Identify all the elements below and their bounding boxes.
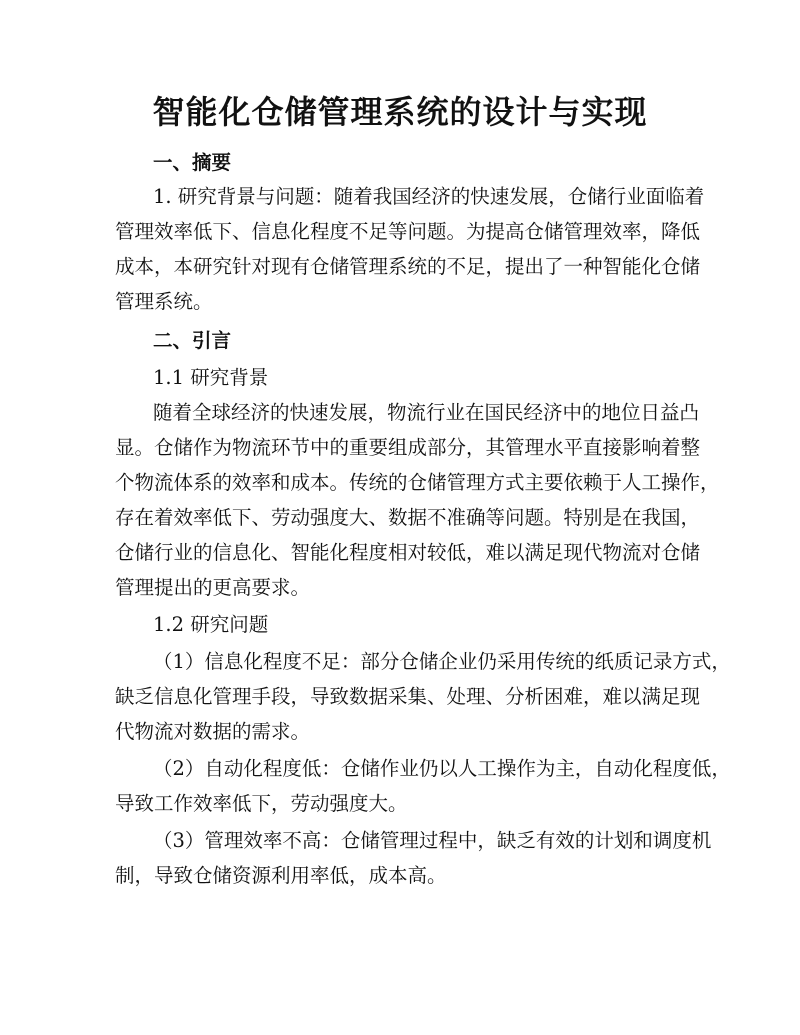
paragraph-line: （3）管理效率不高：仓储管理过程中，缺乏有效的计划和调度机 xyxy=(153,829,712,852)
paragraph-line: 显。仓储作为物流环节中的重要组成部分，其管理水平直接影响着整 xyxy=(115,436,701,459)
paragraph-line: 1. 研究背景与问题：随着我国经济的快速发展，仓储行业面临着 xyxy=(153,185,705,208)
paragraph-line: 代物流对数据的需求。 xyxy=(115,720,311,743)
paragraph-line: 管理效率低下、信息化程度不足等问题。为提高仓储管理效率，降低 xyxy=(115,220,701,243)
subsection-heading: 1.2 研究问题 xyxy=(153,613,269,636)
section-heading-abstract: 一、摘要 xyxy=(153,151,232,174)
paragraph-line: 制，导致仓储资源利用率低，成本高。 xyxy=(115,864,447,887)
paragraph-line: 个物流体系的效率和成本。传统的仓储管理方式主要依赖于人工操作， xyxy=(115,471,720,494)
subsection-heading: 1.1 研究背景 xyxy=(153,366,269,389)
paragraph-line: 缺乏信息化管理手段，导致数据采集、处理、分析困难，难以满足现 xyxy=(115,685,701,708)
section-heading-introduction: 二、引言 xyxy=(153,329,232,352)
paragraph-line: （2）自动化程度低：仓储作业仍以人工操作为主，自动化程度低， xyxy=(153,757,731,780)
paragraph-line: （1）信息化程度不足：部分仓储企业仍采用传统的纸质记录方式， xyxy=(153,650,731,673)
paragraph-line: 管理系统。 xyxy=(115,290,213,313)
paragraph-line: 成本，本研究针对现有仓储管理系统的不足，提出了一种智能化仓储 xyxy=(115,255,701,278)
document-title: 智能化仓储管理系统的设计与实现 xyxy=(152,93,648,131)
paragraph-line: 仓储行业的信息化、智能化程度相对较低，难以满足现代物流对仓储 xyxy=(115,541,701,564)
paragraph-line: 存在着效率低下、劳动强度大、数据不准确等问题。特别是在我国， xyxy=(115,506,701,529)
paragraph-line: 随着全球经济的快速发展，物流行业在国民经济中的地位日益凸 xyxy=(153,401,700,424)
paragraph-line: 管理提出的更高要求。 xyxy=(115,576,311,599)
paragraph-line: 导致工作效率低下，劳动强度大。 xyxy=(115,792,408,815)
